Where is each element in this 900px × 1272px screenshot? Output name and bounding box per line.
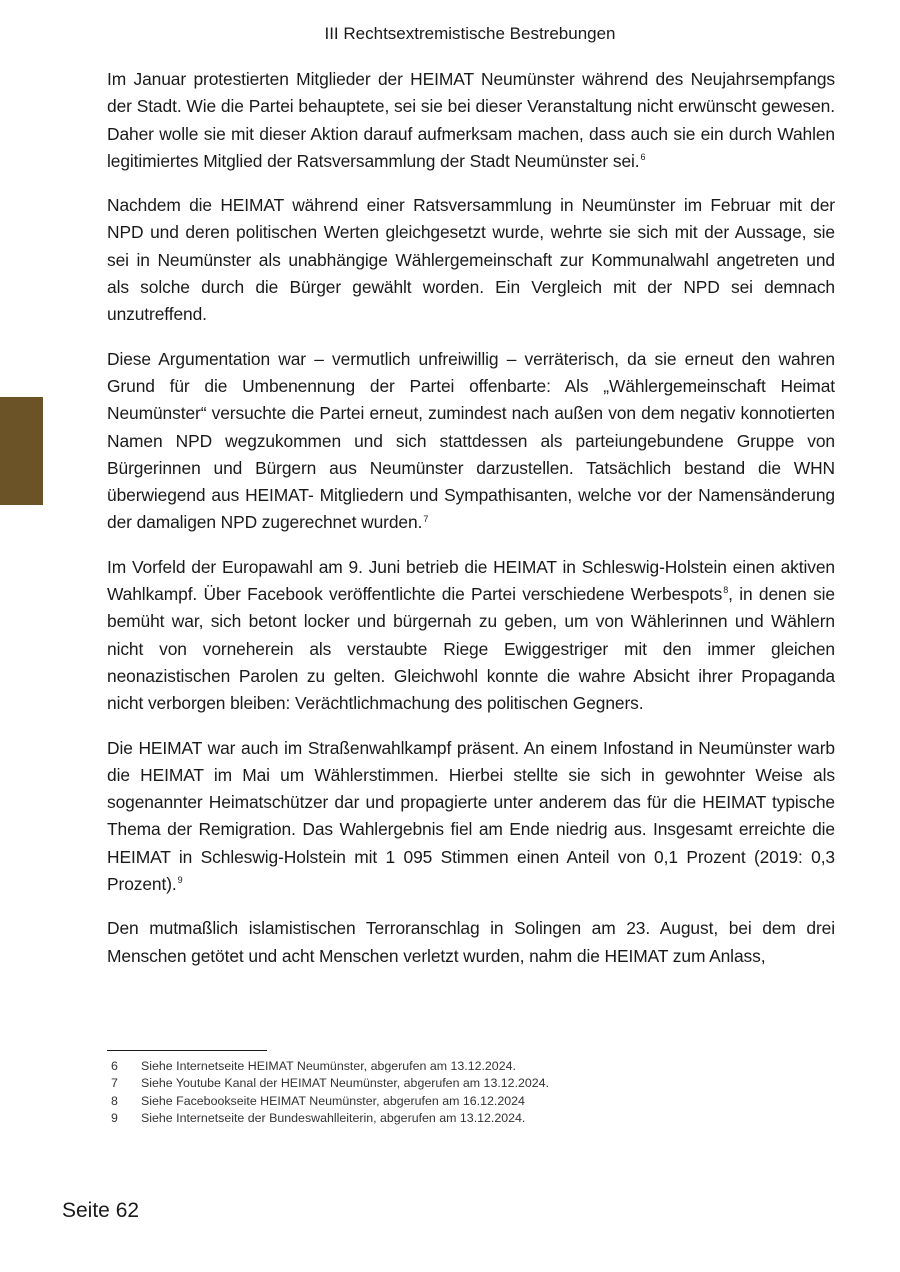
footnote-text: Siehe Internetseite der Bundeswahlleiterin, abgerufen am 13.12.2024. [141, 1111, 526, 1126]
paragraph [107, 66, 835, 175]
footnote [107, 1075, 807, 1092]
running-header: III Rechtsextremistische Bestrebungen [324, 24, 616, 43]
paragraph-text: Den mutmaßlich islamistischen Terroranschlag in Solingen am 23. August, bei dem drei Menschen getötet und acht Menschen verletzt wurden, nahm die HEIMAT zum Anlass, [107, 918, 835, 966]
paragraph-text-continued: , in denen sie bemüht war, sich betont locker und bürgernah zu geben, um von Wählerinnen und Wählern nicht von vorneherein als verstaubte Riege Ewiggestriger mit den immer gleichen neonazistischen Parolen zu gelten. Gleichwohl konnte die wahre Absicht ihrer Propaganda nicht verborgen bleiben: Verächtlichmachung des politischen Gegners. [107, 584, 835, 714]
footnote-ref: 7 [423, 513, 429, 524]
footnote-divider [107, 1050, 267, 1051]
footnotes [107, 1058, 807, 1128]
paragraph [107, 192, 835, 328]
paragraph-text: Die HEIMAT war auch im Straßenwahlkampf präsent. An einem Infostand in Neumünster warb die HEIMAT im Mai um Wählerstimmen. Hierbei stellte sie sich in gewohnter Weise als sogenannter Heimatschützer dar und propagierte unter anderem das für die HEIMAT typische Thema der Remigration. Das Wahlergebnis fiel am Ende niedrig aus. Insgesamt erreichte die HEIMAT in Schleswig-Holstein mit 1 095 Stimmen einen Anteil von 0,1 Prozent (2019: 0,3 Prozent). [107, 737, 835, 895]
paragraph-text: Im Vorfeld der Europawahl am 9. Juni betrieb die HEIMAT in Schleswig-Holstein einen aktiven Wahlkampf. Über Facebook veröffentlichte die Partei verschiedene Werbespots [107, 556, 835, 605]
body-text [107, 66, 835, 987]
paragraph-text: Diese Argumentation war – vermutlich unfreiwillig – verräterisch, da sie erneut den wahren Grund für die Umbenennung der Partei offenbarte: Als „Wählergemeinschaft Heimat Neumünster“ versuchte die Partei erneut, zumindest nach außen von dem negativ konnotierten Namen NPD wegzukommen und sich stattdessen als parteiungebundene Gruppe von Bürgerinnen und Bürgern aus Neumünster darzustellen. Tatsächlich bestand die WHN überwiegend aus HEIMAT- Mitgliedern und Sympathisanten, welche vor der Namensänderung der damaligen NPD zugerechnet wurden. [107, 348, 835, 533]
paragraph-text: Im Januar protestierten Mitglieder der HEIMAT Neumünster während des Neujahrsempfangs der Stadt. Wie die Partei behauptete, sei sie bei dieser Veranstaltung nicht erwünscht gewesen. Daher wolle sie mit dieser Aktion darauf aufmerksam machen, dass auch sie ein durch Wahlen legitimiertes Mitglied der Ratsversammlung der Stadt Neumünster sei. [107, 69, 835, 171]
footnote [107, 1110, 807, 1127]
footnote-ref: 8 [723, 585, 729, 596]
footnote-number: 6 [111, 1059, 118, 1073]
footnote [107, 1093, 807, 1110]
paragraph [107, 735, 835, 899]
footnote-text: Siehe Facebookseite HEIMAT Neumünster, abgerufen am 16.12.2024 [141, 1093, 525, 1108]
paragraph [107, 554, 835, 718]
page-number: Seite 62 [62, 1199, 140, 1222]
chapter-tab-marker [0, 397, 43, 505]
footnote-number: 9 [111, 1111, 118, 1126]
footnote-number: 8 [111, 1093, 118, 1108]
paragraph [107, 346, 835, 537]
footnote-text: Siehe Internetseite HEIMAT Neumünster, abgerufen am 13.12.2024. [141, 1059, 516, 1073]
footnote-number: 7 [111, 1076, 118, 1091]
footnote [107, 1058, 807, 1075]
paragraph-text: Nachdem die HEIMAT während einer Ratsversammlung in Neumünster im Februar mit der NPD und deren politischen Werten gleichgesetzt wurde, wehrte sie sich mit der Aussage, sie sei in Neumünster als unabhängige Wählergemeinschaft zur Kommunalwahl angetreten und als solche durch die Bürger gewählt worden. Ein Vergleich mit der NPD sei demnach unzutreffend. [107, 195, 835, 325]
footnote-text: Siehe Youtube Kanal der HEIMAT Neumünster, abgerufen am 13.12.2024. [141, 1076, 550, 1091]
footnote-ref: 9 [177, 875, 183, 886]
paragraph [107, 915, 835, 970]
footnote-ref: 6 [640, 152, 646, 163]
